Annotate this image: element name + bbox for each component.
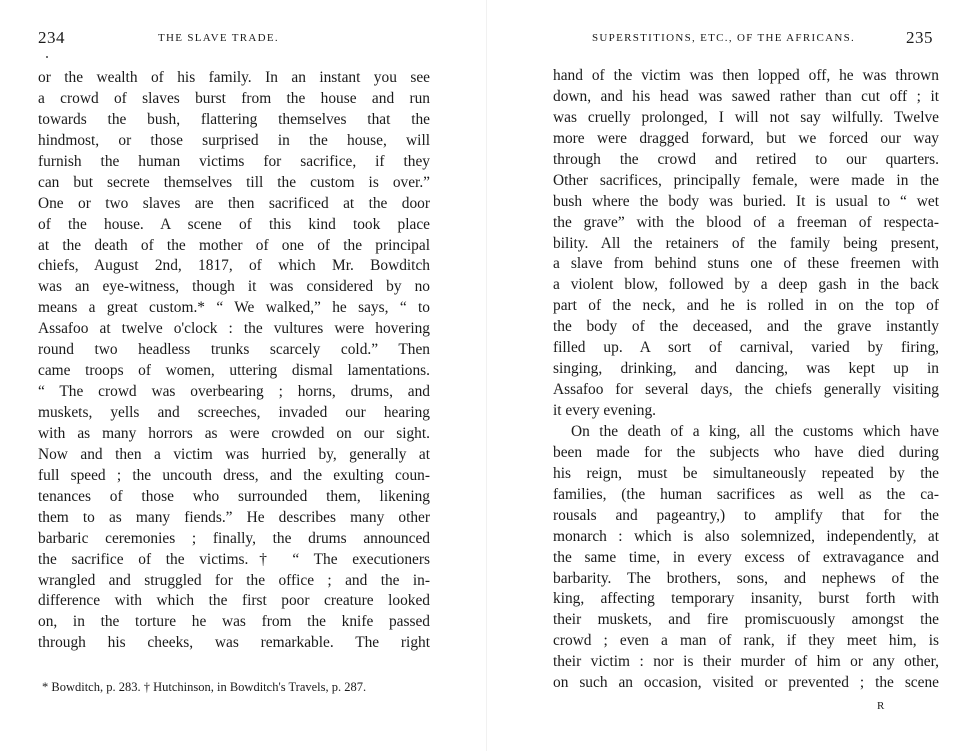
text-line: rousals and pageantry,) to amplify that for the	[553, 506, 939, 524]
text-line: chiefs, August 2nd, 1817, of which Mr. Bowditch	[38, 257, 430, 275]
text-line: hindmost, or those surprised in the house, will	[38, 131, 430, 149]
text-line: Other sacrifices, principally female, were made in the	[553, 171, 939, 189]
running-head: SUPERSTITIONS, ETC., OF THE AFRICANS.	[592, 32, 856, 44]
text-line: Assafoo at twelve o'clock : the vultures were hovering	[38, 320, 430, 338]
text-line: on such an occasion, visited or prevented ; the scene	[553, 674, 939, 692]
text-line: their victim : nor is their murder of him or any other,	[553, 653, 939, 671]
text-line: at the death of the mother of one of the principal	[38, 236, 430, 254]
text-line: the body of the deceased, and the grave instantly	[553, 318, 939, 336]
left-page	[0, 0, 470, 751]
text-line: been made for the subjects who have died during	[553, 443, 939, 461]
text-line: through the crowd and retired to our quarters.	[553, 150, 939, 168]
text-line: barbarity. The brothers, sons, and nephews of the	[553, 569, 939, 587]
text-line: was cruelly prolonged, I will not say wilfully. Twelve	[553, 108, 939, 126]
paragraph-start-line: On the death of a king, all the customs which have	[571, 422, 939, 440]
text-line: their muskets, and fire promiscuously amongst the	[553, 611, 939, 629]
book-gutter	[486, 0, 487, 751]
text-line: bush where the body was buried. It is usual to “ wet	[553, 192, 939, 210]
text-line: the grave” with the blood of a freeman of respecta-	[553, 213, 939, 231]
text-line: a crowd of slaves burst from the house and run	[38, 89, 430, 107]
running-head: THE SLAVE TRADE.	[158, 32, 279, 44]
text-line: furnish the human victims for sacrifice, if they	[38, 152, 430, 170]
text-line: means a great custom.* “ We walked,” he says, “ to	[38, 299, 430, 317]
text-line: wrangled and struggled for the office ; and the in-	[38, 571, 430, 589]
text-line: Assafoo for several days, the chiefs generally visiting	[553, 381, 939, 399]
text-line: part of the neck, and he is rolled in on the top of	[553, 297, 939, 315]
text-line: singing, drinking, and dancing, was kept up in	[553, 360, 939, 378]
text-line: a slave from behind stuns one of these freemen with	[553, 255, 939, 273]
text-line: more were dragged forward, but we forced our way	[553, 129, 939, 147]
page-number: 234	[38, 28, 65, 47]
text-line: through his cheeks, was remarkable. The right	[38, 634, 430, 652]
body-text	[553, 66, 939, 694]
text-line: tenances of those who surrounded them, likening	[38, 487, 430, 505]
text-line: king, affecting temporary insanity, burst forth with	[553, 590, 939, 608]
text-line: them to as many fiends.” He describes many other	[38, 508, 430, 526]
text-line: barbaric ceremonies ; finally, the drums announced	[38, 529, 430, 547]
text-line: round two headless trunks scarcely cold.” Then	[38, 341, 430, 359]
text-line: “ The crowd was overbearing ; horns, drums, and	[38, 383, 430, 401]
text-line: the same time, in every excess of extravagance and	[553, 548, 939, 566]
text-line: One or two slaves are then sacrificed at the door	[38, 194, 430, 212]
text-line: or the wealth of his family. In an instant you see	[38, 69, 430, 86]
text-line: bility. All the retainers of the family being present,	[553, 234, 939, 252]
text-line: it every evening.	[553, 402, 656, 419]
text-line: of the house. A scene of this kind took place	[38, 215, 430, 233]
text-line: crowd ; even a man of rank, if they meet him, is	[553, 632, 939, 650]
text-line: families, (the human sacrifices as well as the ca-	[553, 485, 939, 503]
text-line: was an eye-witness, though it was considered by no	[38, 278, 430, 296]
text-line: a violent blow, followed by a deep gash in the back	[553, 276, 939, 294]
ink-speck	[46, 56, 48, 58]
text-line: can but secrete themselves till the custom is over.”	[38, 173, 430, 191]
footnote: * Bowditch, p. 283. † Hutchinson, in Bowditch's Travels, p. 287.	[42, 680, 367, 694]
text-line: down, and his head was sawed rather than cut off ; it	[553, 87, 939, 105]
text-line: muskets, yells and screeches, invaded our hearing	[38, 404, 430, 421]
text-line: with as many horrors as were crowded on our sight.	[38, 424, 430, 442]
page-number: 235	[906, 28, 933, 47]
text-line: towards the bush, flattering themselves that the	[38, 110, 430, 128]
text-line: monarch : which is also solemnized, independently, at	[553, 527, 939, 545]
text-line: on, in the torture he was from the knife passed	[38, 613, 430, 631]
text-line: filled up. A sort of carnival, varied by firing,	[553, 339, 939, 357]
text-line: came troops of women, uttering dismal lamentations.	[38, 362, 430, 380]
right-page	[520, 0, 980, 751]
text-line: full speed ; the uncouth dress, and the exulting coun-	[38, 466, 430, 484]
body-text	[38, 68, 430, 654]
text-line: the sacrifice of the victims.† “ The executioners	[38, 550, 430, 568]
text-line: difference with which the first poor creature looked	[38, 592, 430, 610]
signature-mark: R	[877, 700, 886, 712]
text-line: his reign, must be simultaneously repeated by the	[553, 464, 939, 482]
text-line: hand of the victim was then lopped off, he was thrown	[553, 67, 939, 84]
text-line: Now and then a victim was hurried by, generally at	[38, 445, 430, 463]
